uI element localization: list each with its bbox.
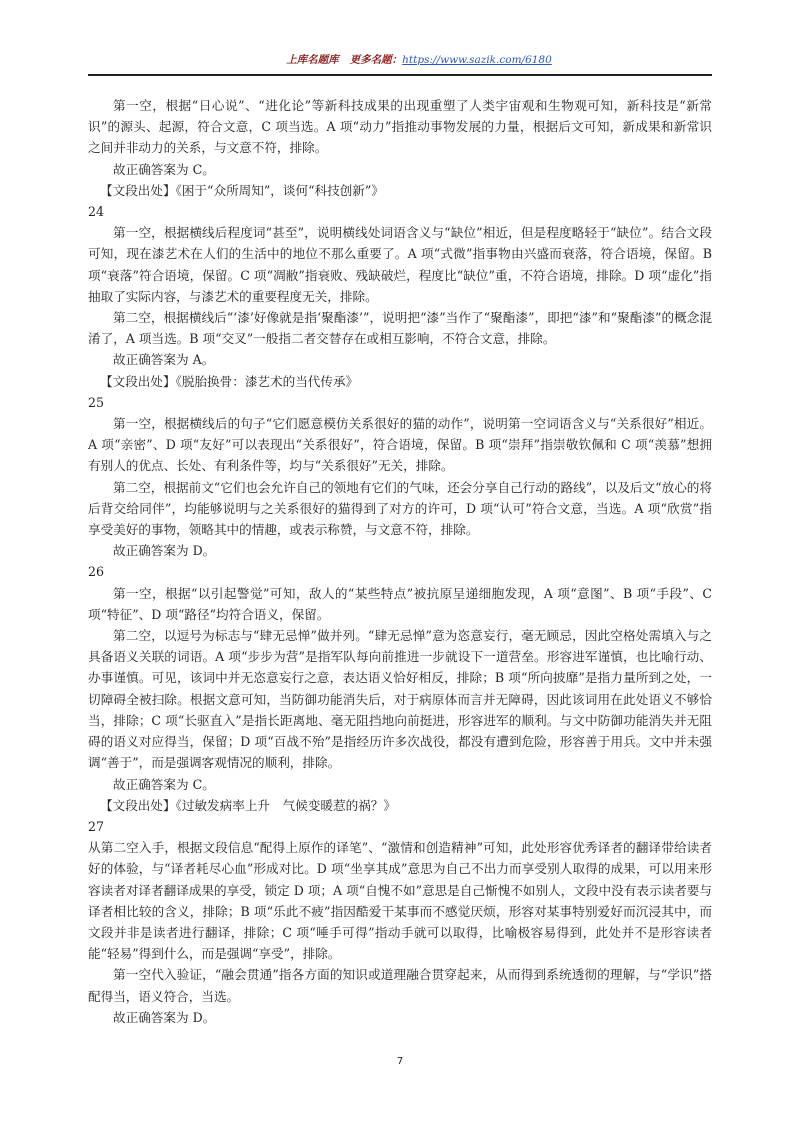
paragraph: 故正确答案为 A。: [113, 352, 215, 368]
paragraph: 第二空，根据前文“它们也会允许自己的领地有它们的气味，还会分享自己行动的路线”，以及后文“放心的将后背交给同伴”，均能够说明与之关系很好的猫得到了对方的许可，D 项“认可”符合文意，当选。A 项“欣赏”指享受美好的事物，领略其中的情趣，或表示称赞，与文意不符，排除。: [88, 479, 712, 538]
paragraph: 从第二空入手，根据文段信息“配得上原作的译笔”、“激情和创造精神”可知，此处形容优秀译者的翻译带给读者好的体验，与“译者耗尽心血”形成对比。D 项“坐享其成”意思为自己不出力而享受别人取得的成果，可以用来形容读者对译者翻译成果的享受，锁定 D 项；A 项“自愧不如”意思是自己惭愧不如别人，文段中没有表示读者要与译者相比较的含义，排除；B 项“乐此不疲”指因酷爱干某事而不感觉厌烦，形容对某事特别爱好而沉浸其中，而文段并非是读者进行翻译，排除；C 项“唾手可得”指动手就可以取得，比喻极容易得到，此处并不是形容读者能“轻易”得到什么，而是强调“享受”，排除。: [88, 840, 712, 962]
paragraph: 故正确答案为 D。: [113, 1009, 216, 1025]
header-library-name: 上库名题库: [286, 54, 339, 66]
question-number: 24: [88, 204, 105, 220]
source-citation: 【文段出处】《困于“众所周知”，谈何“科技创新”》: [100, 182, 384, 198]
paragraph: 故正确答案为 C。: [113, 776, 215, 792]
paragraph: 第二空，以逗号为标志与“肆无忌惮”做并列。“肆无忌惮”意为恣意妄行，毫无顾忌，因此空格处需填入与之具备语义关联的词语。A 项“步步为营”是指军队每向前推进一步就设下一道营垒。形容进军谨慎，也比喻行动、办事谨慎。可见，该词中并无恣意妄行之意，表达语义恰好相反，排除；B 项“所向披靡”是指力量所到之处，一切障碍全被扫除。根据文意可知，当防御功能消失后，对于病原体而言并无障碍，因此该词用在此处语义不够恰当，排除；C 项“长驱直入”是指长距离地、毫无阻挡地向前挺进，形容进军的顺利。与文中防御功能消失并无阻碍的语义对应得当，保留；D 项“百战不殆”是指经历许多次战役，都没有遭到危险，形容善于用兵。文中并未强调“善于”，而是强调客观情况的顺利，排除。: [88, 628, 712, 771]
source-citation: 【文段出处】《过敏发病率上升 气候变暖惹的祸？》: [100, 797, 396, 813]
paragraph: 第一空代入验证，“融会贯通”指各方面的知识或道理融合贯穿起来，从而得到系统透彻的理解，与“学识”搭配得当，语义符合，当选。: [88, 967, 712, 1004]
paragraph: 第一空，根据横线后程度词“甚至”，说明横线处词语含义与“缺位”相近，但是程度略轻于“缺位”。结合文段可知，现在漆艺术在人们的生活中的地位不那么重要了。A 项“式微”指事物由兴盛而衰落，符合语境，保留。B 项“衰落”符合语境，保留。C 项“凋敝”指衰败、残缺破烂，程度比“缺位”重，不符合语境，排除。D 项“虚化”指抽取了实际内容，与漆艺术的重要程度无关，排除。: [88, 225, 712, 304]
header-divider: [88, 74, 712, 76]
page-header: [246, 52, 592, 67]
paragraph: 第一空，根据横线后的句子“它们愿意模仿关系很好的猫的动作”，说明第一空词语含义与“关系很好”相近。A 项“亲密”、D 项“友好”可以表现出“关系很好”，符合语境，保留。B 项“崇拜”指崇敬钦佩和 C 项“羡慕”想拥有别人的优点、长处、有利条件等，均与“关系很好”无关，排除。: [88, 416, 712, 474]
source-citation: 【文段出处】《脱胎换骨：漆艺术的当代传承》: [100, 373, 359, 389]
question-number: 27: [88, 818, 105, 834]
header-more-label: 更多名题：: [349, 54, 403, 66]
page-number: 7: [396, 1056, 404, 1067]
paragraph: 第一空，根据“日心说”、“进化论”等新科技成果的出现重塑了人类宇宙观和生物观可知，新科技是“新常识”的源头、起源，符合文意，C 项当选。A 项“动力”指推动事物发展的力量，根据后文可知，新成果和新常识之间并非动力的关系，与文意不符，排除。: [88, 98, 712, 156]
paragraph: 第一空，根据“以引起警觉”可知，敌人的“某些特点”被抗原呈递细胞发现，A 项“意图”、B 项“手段”、C 项“特征”、D 项“路径”均符合语义，保留。: [88, 585, 712, 622]
document-body: [88, 95, 712, 1028]
paragraph: 第二空，根据横线后“‘漆’好像就是指‘聚酯漆’”，说明把“漆”当作了“聚酯漆”，即把“漆”和“聚酯漆”的概念混淆了，A 项当选。B 项“交叉”一般指二者交替存在或相互影响，不符合文意，排除。: [88, 310, 712, 347]
paragraph: 故正确答案为 C。: [113, 161, 215, 177]
paragraph: 故正确答案为 D。: [113, 543, 216, 559]
question-number: 26: [88, 564, 105, 580]
header-link[interactable]: https://www.sazik.com/6180: [402, 54, 552, 66]
question-number: 25: [88, 394, 105, 410]
